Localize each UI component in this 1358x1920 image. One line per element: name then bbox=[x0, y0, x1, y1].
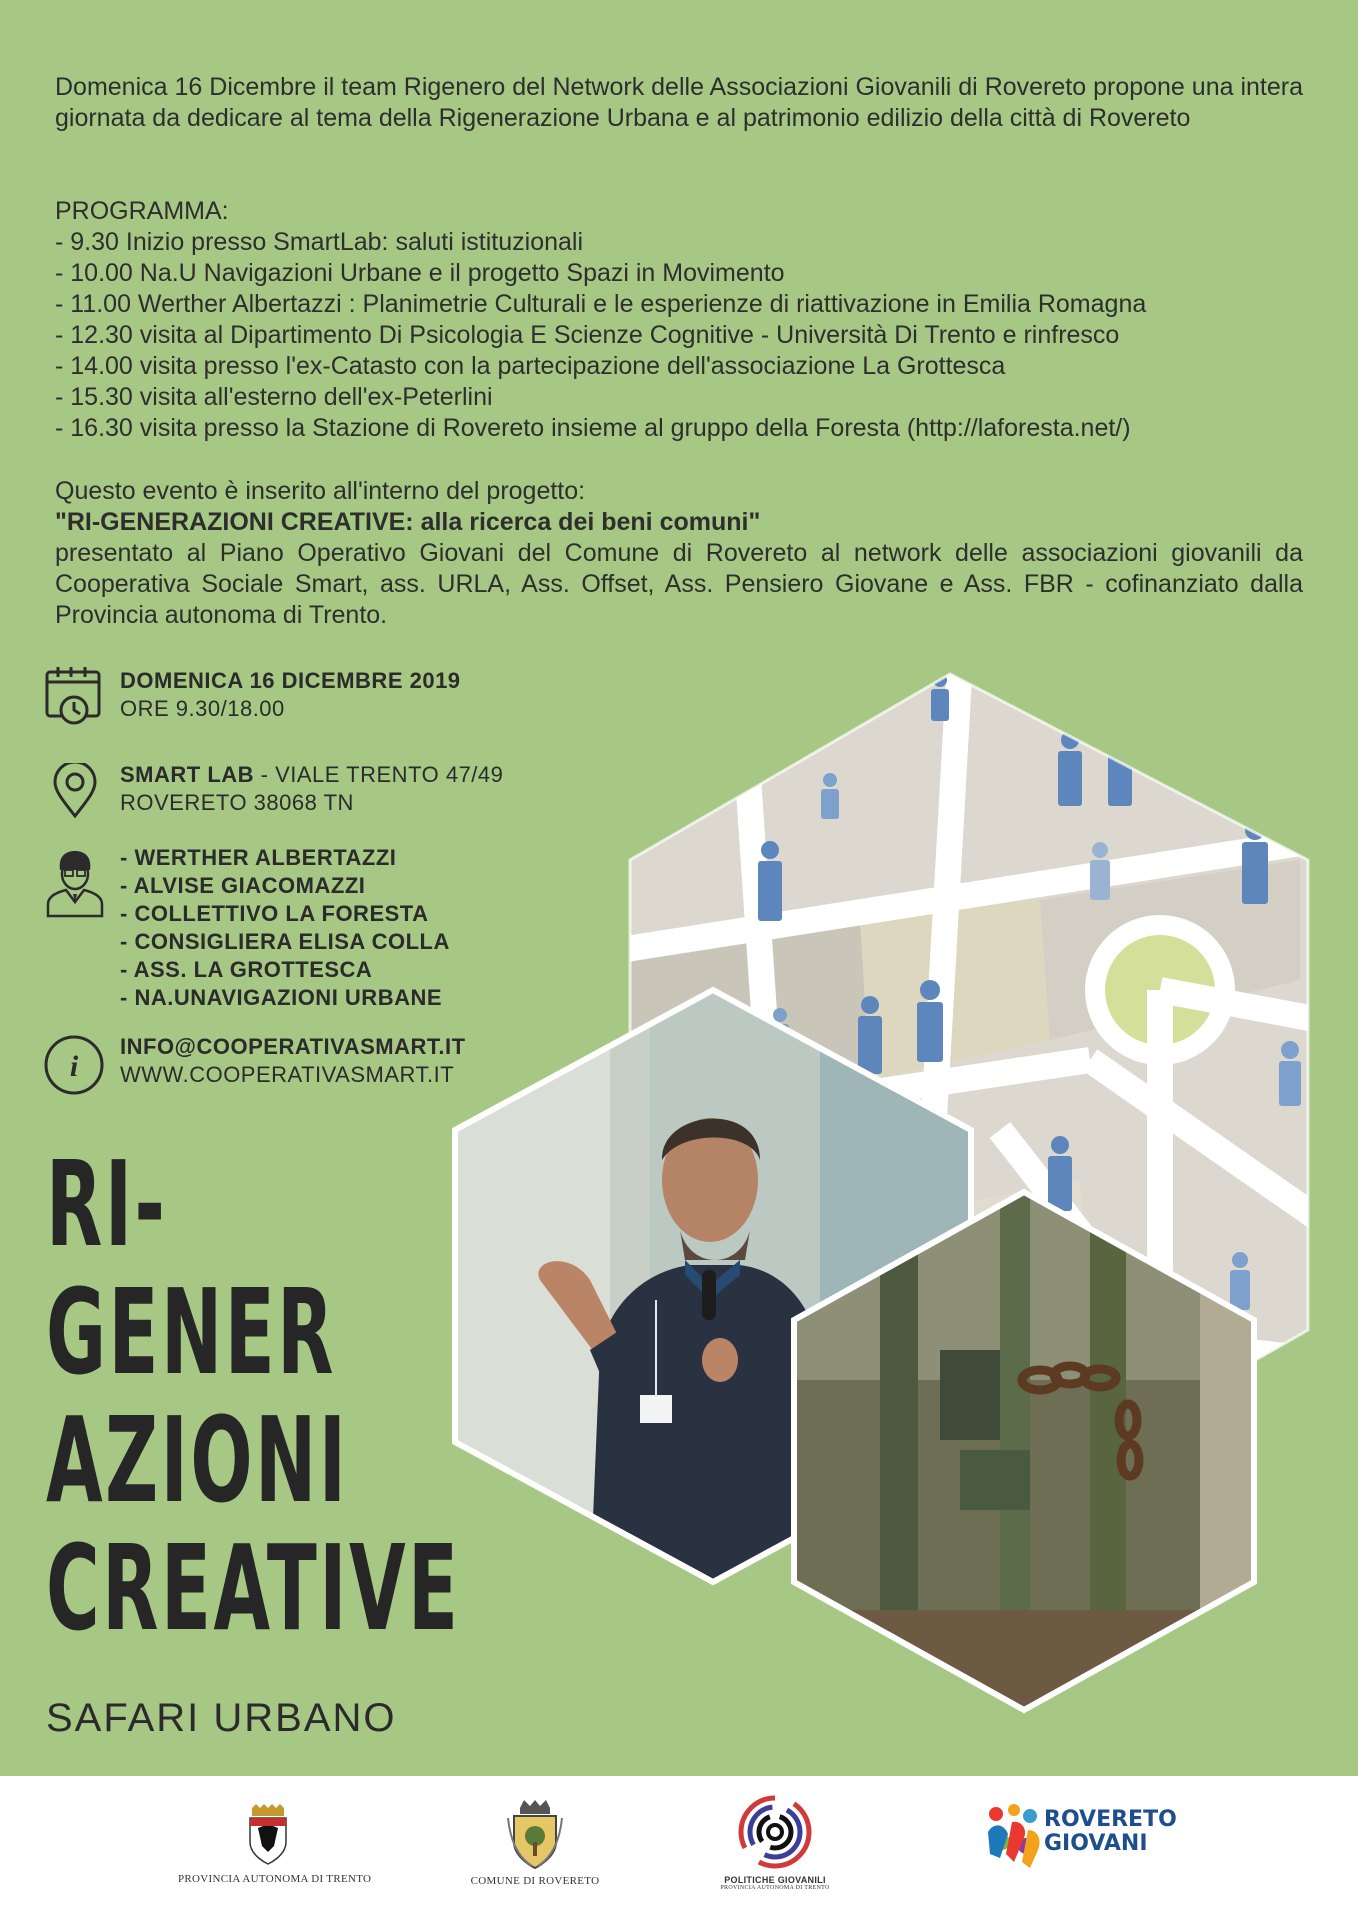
logo-provincia-label: PROVINCIA AUTONOMA DI TRENTO bbox=[178, 1873, 372, 1885]
logo-politiche-giovanili bbox=[720, 1794, 830, 1891]
rovereto-giovani-people-icon bbox=[984, 1802, 1046, 1874]
contact-email[interactable]: INFO@COOPERATIVASMART.IT bbox=[120, 1034, 466, 1059]
speaker-item: - COLLETTIVO LA FORESTA bbox=[120, 901, 429, 926]
venue-address: - VIALE TRENTO 47/49 bbox=[254, 762, 504, 787]
title-line: CREATIVE bbox=[46, 1519, 461, 1657]
comune-crest-icon bbox=[506, 1798, 564, 1870]
logo-comune bbox=[460, 1798, 610, 1887]
programma-item: - 9.30 Inizio presso SmartLab: saluti istituzionali bbox=[55, 228, 584, 256]
programma-item: - 10.00 Na.U Navigazioni Urbane e il progetto Spazi in Movimento bbox=[55, 259, 785, 287]
title-line: RI- bbox=[46, 1135, 168, 1273]
speakers-list bbox=[120, 844, 450, 1012]
venue-name: SMART LAB bbox=[120, 762, 255, 787]
provincia-crest-icon bbox=[246, 1802, 290, 1868]
event-time: ORE 9.30/18.00 bbox=[120, 696, 285, 721]
logo-giovani-label: GIOVANI bbox=[1044, 1831, 1148, 1856]
programma-item: - 14.00 visita presso l'ex-Catasto con la partecipazione dell'associazione La Grottesca bbox=[55, 352, 1006, 380]
contact-website[interactable]: WWW.COOPERATIVASMART.IT bbox=[120, 1062, 455, 1087]
speaker-item: - WERTHER ALBERTAZZI bbox=[120, 845, 397, 870]
person-icon bbox=[44, 848, 106, 918]
logo-provincia bbox=[178, 1802, 372, 1885]
logo-comune-label: COMUNE DI ROVERETO bbox=[470, 1875, 600, 1887]
progetto-intro: Questo evento è inserito all'interno del progetto: bbox=[55, 477, 586, 505]
programma-item: - 16.30 visita presso la Stazione di Rovereto insieme al gruppo della Foresta (http://laforesta.net/) bbox=[55, 414, 1131, 442]
event-subtitle: SAFARI URBANO bbox=[46, 1696, 397, 1740]
info-icon bbox=[43, 1034, 105, 1096]
intro-paragraph bbox=[55, 72, 1303, 134]
map-pin-icon bbox=[52, 763, 98, 819]
footer bbox=[0, 1776, 1358, 1920]
title-line: GENER bbox=[46, 1263, 336, 1401]
progetto-description: presentato al Piano Operativo Giovani del Comune di Rovereto al network delle associazioni giovanili da Cooperativa Sociale Smart, ass. URLA, Ass. Offset, Ass. Pensiero Giovane e Ass. FBR - cofinanziato dalla Provincia autonoma di Trento. bbox=[55, 539, 1303, 629]
speaker-item: - ALVISE GIACOMAZZI bbox=[120, 873, 366, 898]
programma-heading: PROGRAMMA: bbox=[55, 197, 229, 225]
speaker-item: - NA.UNAVIGAZIONI URBANE bbox=[120, 985, 443, 1010]
calendar-clock-icon bbox=[44, 664, 106, 726]
logo-rovereto-label: ROVERETO bbox=[1044, 1807, 1177, 1832]
speaker-item: - CONSIGLIERA ELISA COLLA bbox=[120, 929, 450, 954]
venue-city: ROVERETO 38068 TN bbox=[120, 790, 354, 815]
event-title bbox=[46, 1135, 461, 1657]
logo-politiche-sublabel: PROVINCIA AUTONOMA DI TRENTO bbox=[720, 1885, 830, 1891]
programma-item: - 15.30 visita all'esterno dell'ex-Peterlini bbox=[55, 383, 493, 411]
intro-text: Domenica 16 Dicembre il team Rigenero del Network delle Associazioni Giovanili di Rovereto propone una intera giornata da dedicare al tema della Rigenerazione Urbana e al patrimonio edilizio della città di Rovereto bbox=[55, 73, 1303, 132]
hexagon-artwork bbox=[440, 660, 1358, 1770]
contact-block bbox=[120, 1033, 466, 1089]
event-date-block bbox=[120, 667, 461, 723]
logo-politiche-label: POLITICHE GIOVANILI bbox=[724, 1875, 826, 1885]
politiche-giovanili-icon bbox=[737, 1794, 813, 1870]
svg-text:i: i bbox=[69, 1050, 79, 1083]
programma-item: - 11.00 Werther Albertazzi : Planimetrie Culturali e le esperienze di riattivazione in Emilia Romagna bbox=[55, 290, 1147, 318]
progetto-name: "RI-GENERAZIONI CREATIVE: alla ricerca dei beni comuni" bbox=[55, 508, 761, 536]
programma-item: - 12.30 visita al Dipartimento Di Psicologia E Scienze Cognitive - Università Di Trento e rinfresco bbox=[55, 321, 1120, 349]
event-date: DOMENICA 16 DICEMBRE 2019 bbox=[120, 668, 461, 693]
programma bbox=[55, 196, 1315, 444]
speaker-item: - ASS. LA GROTTESCA bbox=[120, 957, 373, 982]
progetto bbox=[55, 476, 1303, 631]
title-line: AZIONI bbox=[46, 1391, 349, 1529]
